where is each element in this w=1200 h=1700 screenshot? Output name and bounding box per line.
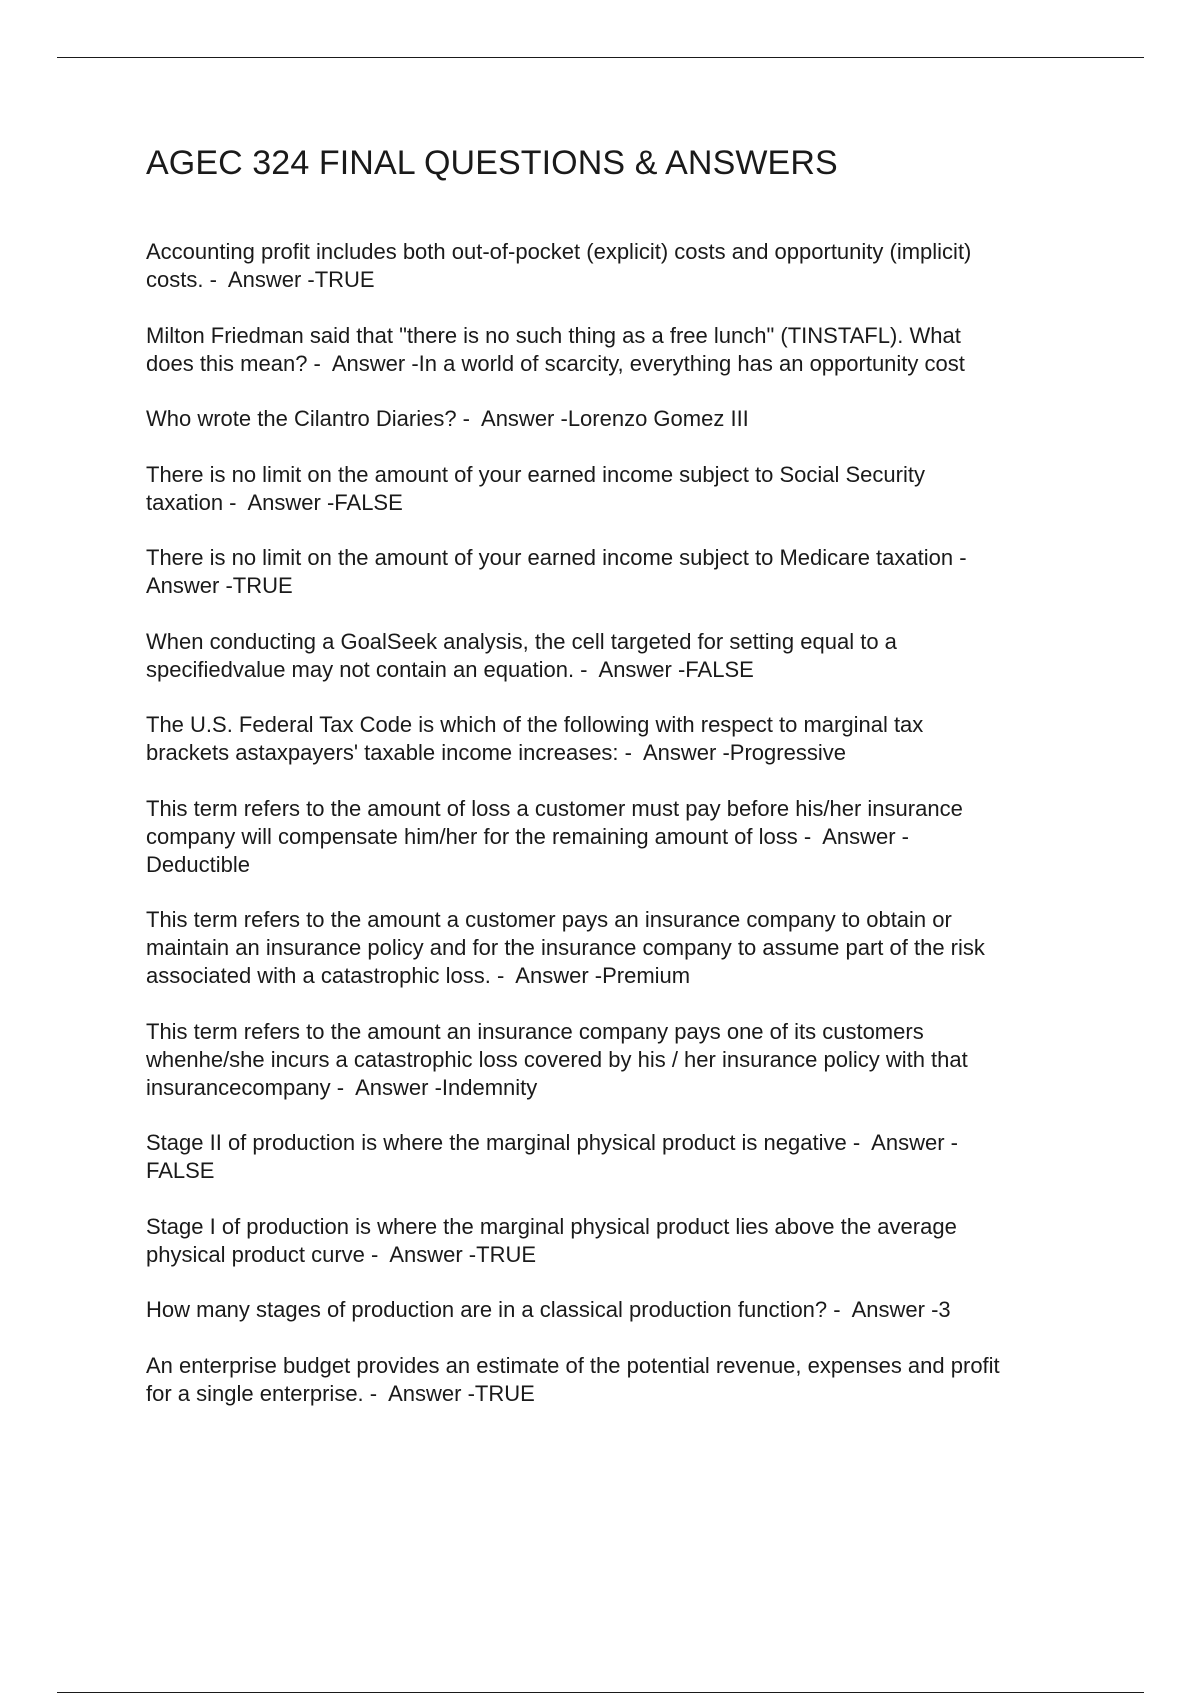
qa-item: This term refers to the amount of loss a customer must pay before his/her insurance company will compensate him/her for the remaining amount of loss - Answer - Deductible <box>146 795 963 877</box>
qa-item: When conducting a GoalSeek analysis, the cell targeted for setting equal to a specifiedvalue may not contain an equation. - Answer -FALSE <box>146 628 897 682</box>
qa-item: An enterprise budget provides an estimate of the potential revenue, expenses and profit for a single enterprise. - Answer -TRUE <box>146 1352 1000 1406</box>
qa-item: There is no limit on the amount of your earned income subject to Medicare taxation - Answer -TRUE <box>146 545 967 598</box>
qa-item: Stage I of production is where the marginal physical product lies above the average physical product curve - Answer -TRUE <box>146 1213 957 1267</box>
qa-item: This term refers to the amount an insurance company pays one of its customers whenhe/she incurs a catastrophic loss covered by his / her insurance policy with that insurancecompany - Answer -Indemnity <box>146 1018 968 1100</box>
qa-item: How many stages of production are in a classical production function? - Answer -3 <box>146 1297 951 1322</box>
qa-item: Stage II of production is where the marginal physical product is negative - Answer - FALSE <box>146 1130 958 1183</box>
footer-rule <box>57 1692 1144 1693</box>
qa-item: There is no limit on the amount of your earned income subject to Social Security taxation - Answer -FALSE <box>146 461 925 515</box>
qa-item: The U.S. Federal Tax Code is which of the following with respect to marginal tax brackets astaxpayers' taxable income increases: - Answer -Progressive <box>146 712 924 765</box>
qa-item: This term refers to the amount a customer pays an insurance company to obtain or maintain an insurance policy and for the insurance company to assume part of the risk associated with a catastrophic loss. - Answer -Premium <box>146 907 985 988</box>
document-body <box>146 143 1106 1435</box>
header-rule <box>57 57 1144 58</box>
qa-item: Who wrote the Cilantro Diaries? - Answer -Lorenzo Gomez III <box>146 406 749 431</box>
qa-item: Milton Friedman said that "there is no such thing as a free lunch" (TINSTAFL). What does this mean? - Answer -In a world of scarcity, everything has an opportunity cost <box>146 322 965 376</box>
qa-list <box>146 238 1106 1408</box>
qa-item: Accounting profit includes both out-of-pocket (explicit) costs and opportunity (implicit) costs. - Answer -TRUE <box>146 239 972 292</box>
document-title: AGEC 324 FINAL QUESTIONS & ANSWERS <box>146 144 838 182</box>
